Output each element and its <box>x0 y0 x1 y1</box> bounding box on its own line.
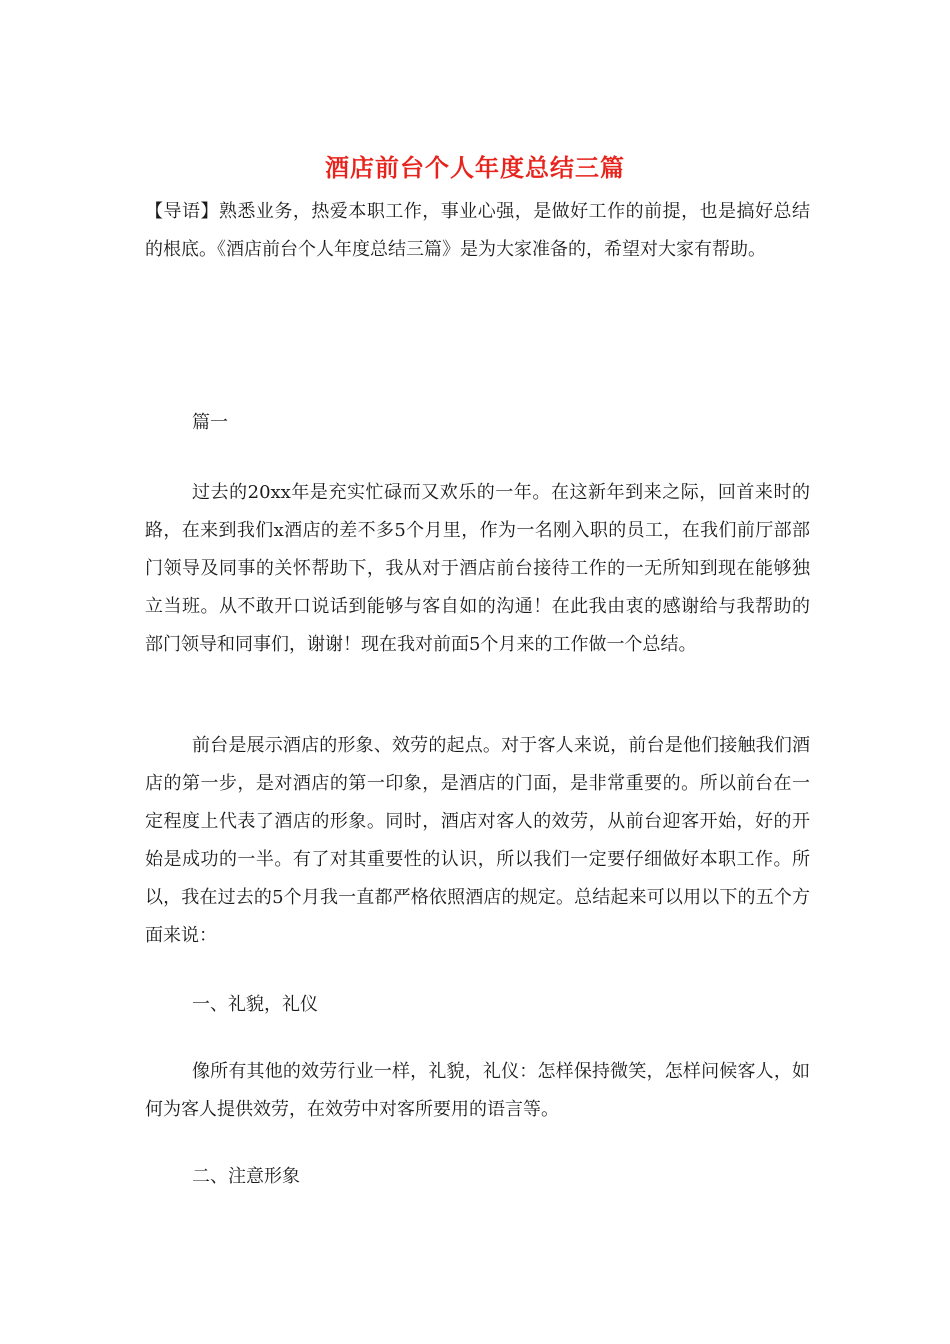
subheading-2: 二、注意形象 <box>192 1166 300 1187</box>
body-paragraph-1: 过去的20xx年是充实忙碌而又欢乐的一年。在这新年到来之际，回首来时的路，在来到我们x酒店的差不多5个月里，作为一名刚入职的员工，在我们前厅部部门领导及同事的关怀帮助下，我从对于酒店前台接待工作的一无所知到现在能够独立当班。从不敢开口说话到能够与客自如的沟通！在此我由衷的感谢给与我帮助的部门领导和同事们，谢谢！现在我对前面5个月来的工作做一个总结。 <box>145 482 810 655</box>
body-paragraph-2: 前台是展示酒店的形象、效劳的起点。对于客人来说，前台是他们接触我们酒店的第一步，是对酒店的第一印象，是酒店的门面，是非常重要的。所以前台在一定程度上代表了酒店的形象。同时，酒店对客人的效劳，从前台迎客开始，好的开始是成功的一半。有了对其重要性的认识，所以我们一定要仔细做好本职工作。所以，我在过去的5个月我一直都严格依照酒店的规定。总结起来可以用以下的五个方面来说： <box>145 735 810 946</box>
intro-paragraph: 【导语】熟悉业务，热爱本职工作，事业心强，是做好工作的前提，也是搞好总结的根底。《酒店前台个人年度总结三篇》是为大家准备的，希望对大家有帮助。 <box>145 201 810 260</box>
section-label: 篇一 <box>192 412 228 433</box>
subheading-1: 一、礼貌，礼仪 <box>192 994 318 1015</box>
document-title: 酒店前台个人年度总结三篇 <box>325 153 625 182</box>
body-paragraph-3: 像所有其他的效劳行业一样，礼貌，礼仪：怎样保持微笑，怎样问候客人，如何为客人提供效劳，在效劳中对客所要用的语言等。 <box>145 1061 810 1120</box>
